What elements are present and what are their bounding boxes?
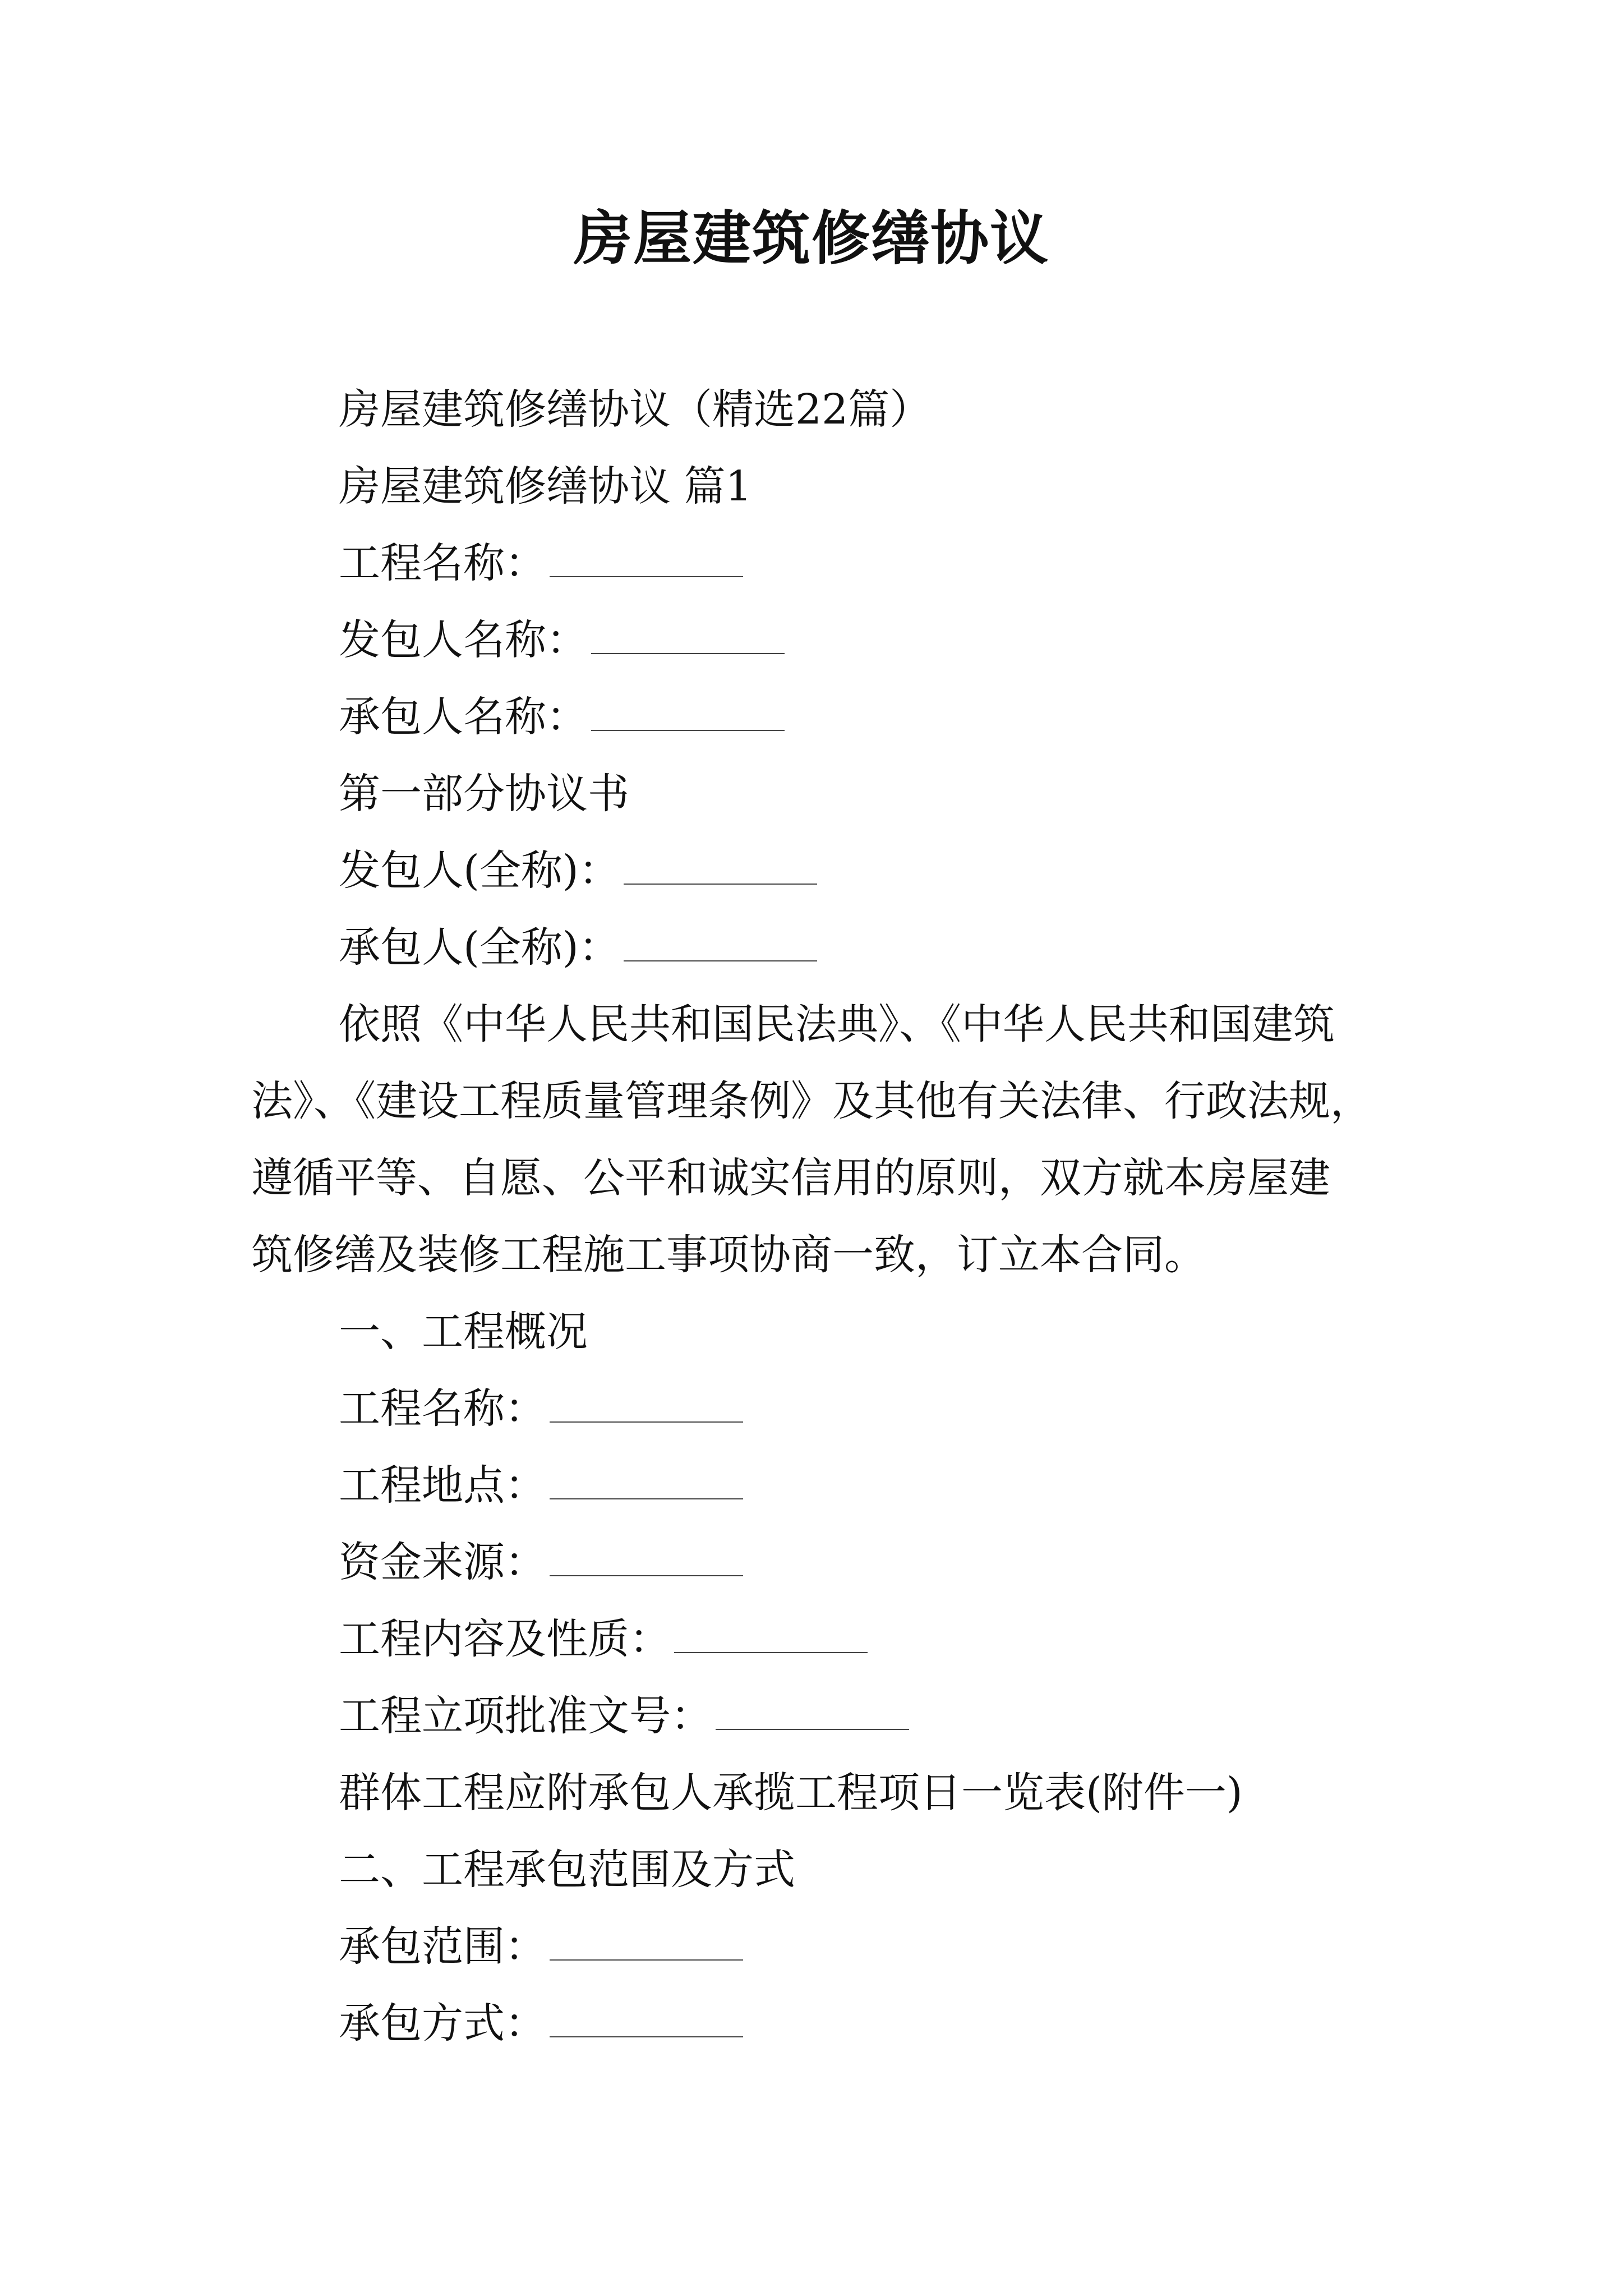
form-field-line	[251, 832, 1390, 909]
fill-in-blank	[550, 531, 743, 577]
document-body	[251, 371, 1390, 2062]
line-text: 第一部分协议书	[339, 770, 629, 818]
field-label: 工程立项批准文号：	[339, 1692, 712, 1740]
paragraph-line	[251, 1832, 1390, 1908]
fill-in-blank	[550, 1377, 743, 1423]
line-text: 群体工程应附承包人承揽工程项日一览表(附件一)	[339, 1769, 1243, 1817]
field-label: 资金来源：	[339, 1538, 546, 1586]
line-text: 遵循平等、自愿、公平和诚实信用的原则，双方就本房屋建	[251, 1154, 1330, 1202]
line-text: 法》、《建设工程质量管理条例》及其他有关法律、行政法规，	[251, 1077, 1372, 1125]
field-label: 承包方式：	[339, 1999, 546, 2047]
paragraph-line	[251, 1063, 1390, 1140]
field-label: 发包人(全称)：	[339, 846, 620, 895]
field-label: 工程名称：	[339, 539, 546, 587]
field-label: 工程地点：	[339, 1461, 546, 1510]
paragraph-line	[251, 1755, 1390, 1832]
field-label: 发包人名称：	[339, 616, 588, 664]
paragraph-line	[251, 756, 1390, 832]
form-field-line	[251, 525, 1390, 602]
paragraph-line	[251, 371, 1390, 448]
field-label: 承包人(全称)：	[339, 923, 620, 972]
fill-in-blank	[624, 915, 817, 961]
paragraph-line	[251, 1140, 1390, 1217]
line-text: 房屋建筑修缮协议（精选22篇）	[339, 385, 932, 434]
fill-in-blank	[591, 608, 785, 654]
paragraph-line	[251, 1217, 1390, 1294]
document-title: 房屋建筑修缮协议	[573, 204, 1049, 273]
field-label: 工程名称：	[339, 1384, 546, 1433]
line-text: 筑修缮及装修工程施工事项协商一致，订立本合同。	[251, 1231, 1206, 1279]
line-text: 一、工程概况	[339, 1308, 588, 1356]
field-label: 承包范围：	[339, 1922, 546, 1971]
line-text: 二、工程承包范围及方式	[339, 1846, 795, 1894]
form-field-line	[251, 1601, 1390, 1678]
fill-in-blank	[674, 1607, 868, 1653]
paragraph-line	[251, 986, 1390, 1063]
fill-in-blank	[550, 1991, 743, 2037]
form-field-line	[251, 679, 1390, 756]
paragraph-line	[251, 448, 1390, 525]
form-field-line	[251, 602, 1390, 679]
line-text: 房屋建筑修缮协议 篇1	[339, 462, 752, 510]
line-text: 依照《中华人民共和国民法典》、《中华人民共和国建筑	[339, 1000, 1335, 1048]
fill-in-blank	[591, 685, 785, 731]
form-field-line	[251, 1447, 1390, 1524]
paragraph-line	[251, 1294, 1390, 1370]
fill-in-blank	[550, 1453, 743, 1499]
field-label: 承包人名称：	[339, 693, 588, 741]
fill-in-blank	[550, 1915, 743, 1961]
fill-in-blank	[550, 1530, 743, 1576]
form-field-line	[251, 1985, 1390, 2062]
form-field-line	[251, 1908, 1390, 1985]
fill-in-blank	[624, 839, 817, 885]
form-field-line	[251, 1370, 1390, 1447]
field-label: 工程内容及性质：	[339, 1615, 671, 1663]
fill-in-blank	[716, 1684, 909, 1730]
form-field-line	[251, 1678, 1390, 1755]
form-field-line	[251, 909, 1390, 986]
form-field-line	[251, 1524, 1390, 1601]
